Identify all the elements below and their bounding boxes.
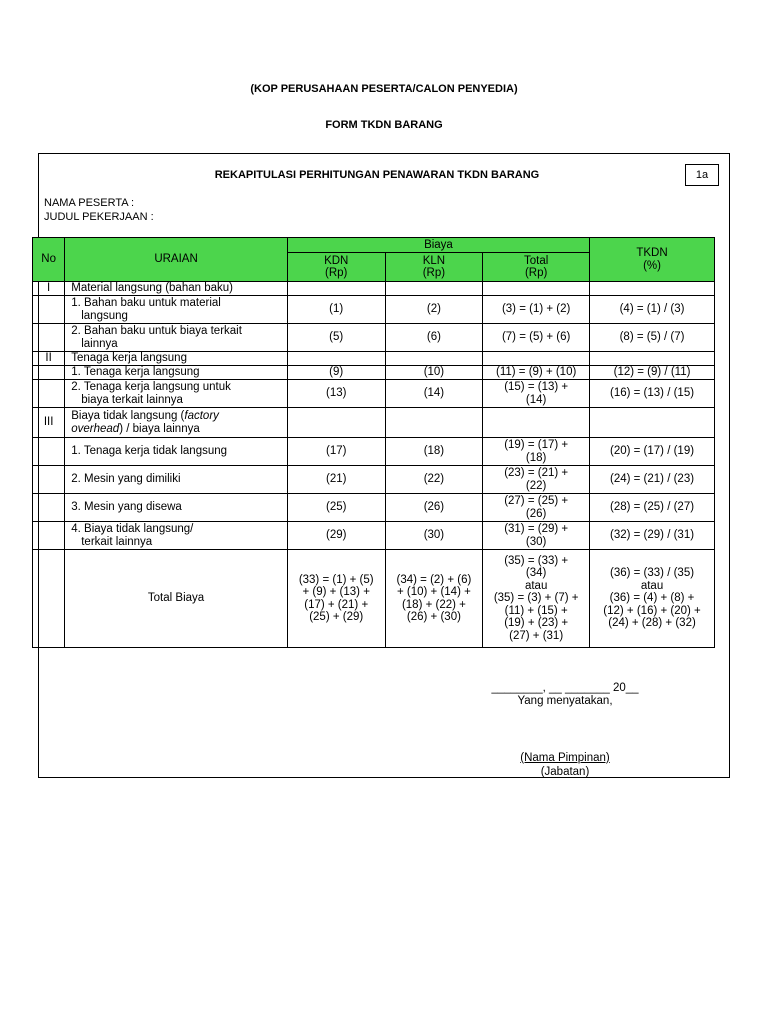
total-line: (35) = (3) + (7) + (493, 592, 579, 605)
row-label-line: 4. Biaya tidak langsung/ (71, 523, 194, 535)
cell-kdn: (21) (287, 466, 385, 494)
declaring-text: Yang menyatakan, (517, 695, 613, 707)
total-line: (36) = (33) / (35) (610, 567, 695, 580)
section-label (65, 408, 288, 438)
row-label-line: biaya terkait lainnya (81, 393, 183, 406)
section-no: III (33, 408, 65, 438)
cell-tkdn: (4) = (1) / (3) (590, 296, 715, 324)
header-total-unit: (Rp) (524, 267, 548, 279)
row-label-line: terkait lainnya (81, 535, 153, 548)
signatory-name (470, 752, 660, 764)
cell-kdn: (9) (287, 366, 385, 380)
total-line: (25) + (29) (309, 611, 364, 623)
header-uraian: URAIAN (65, 238, 288, 282)
cell-tkdn: (28) = (25) / (27) (590, 494, 715, 522)
total-tkdn (590, 550, 715, 648)
cell-total-line: (19) = (17) + (504, 439, 569, 451)
total-kdn (287, 550, 385, 648)
table-row (33, 366, 715, 380)
total-line: (35) = (33) + (504, 554, 569, 567)
cell-kdn: (1) (287, 296, 385, 324)
cell-kln: (6) (385, 324, 483, 352)
cell-total (483, 466, 590, 494)
cell-kdn: (29) (287, 522, 385, 550)
row-label: 2. Mesin yang dimiliki (65, 466, 288, 494)
section-no: II (33, 352, 65, 366)
row-label-line: lainnya (81, 337, 118, 350)
table-row (33, 522, 715, 550)
row-label: 1. Tenaga kerja langsung (65, 366, 288, 380)
row-label-line: 1. Bahan baku untuk material (71, 297, 221, 309)
letterhead: (KOP PERUSAHAAN PESERTA/CALON PENYEDIA) (250, 83, 518, 95)
cell-total-line: (22) (525, 479, 547, 492)
total-line: atau (640, 579, 664, 592)
header-tkdn (590, 238, 715, 282)
total-line: (36) = (4) + (8) + (609, 592, 695, 605)
cell-total (483, 522, 590, 550)
total-line: (12) + (16) + (20) + (603, 604, 701, 617)
total-line: (19) + (23) + (504, 617, 569, 630)
total-line: (27) + (31) (509, 629, 564, 642)
signatory-name-text: (Nama Pimpinan) (520, 752, 610, 764)
header-no: No (33, 238, 65, 282)
form-code-box: 1a (685, 164, 719, 186)
row-label-line: 2. Tenaga kerja langsung untuk (71, 381, 231, 393)
total-label: Total Biaya (65, 550, 288, 648)
table-row (33, 408, 715, 438)
cell-total (483, 494, 590, 522)
section-label-part: overhead (71, 422, 120, 435)
total-line: atau (524, 579, 548, 592)
table-row (33, 466, 715, 494)
date-line: ________, __ _______ 20__ (491, 682, 639, 694)
section-no: I (33, 282, 65, 296)
total-row (33, 550, 715, 648)
header-total (483, 253, 590, 282)
header-kln-unit: (Rp) (422, 267, 446, 279)
cell-total (483, 380, 590, 408)
row-label-line: 2. Bahan baku untuk biaya terkait (71, 325, 242, 337)
cell-total (483, 438, 590, 466)
tkdn-table (32, 237, 715, 648)
total-line: (11) + (15) + (504, 604, 568, 617)
cell-kln: (2) (385, 296, 483, 324)
total-line: (34) (525, 567, 547, 580)
cell-total: (3) = (1) + (2) (483, 296, 590, 324)
total-line: (26) + (30) (406, 611, 461, 623)
cell-total-line: (27) = (25) + (504, 495, 569, 507)
header-biaya: Biaya (287, 238, 589, 253)
cell-total-line: (23) = (21) + (504, 467, 569, 479)
total-line: + (10) + (14) + (396, 586, 471, 598)
cell-total-line: (30) (525, 535, 547, 548)
total-total (483, 550, 590, 648)
table-row (33, 380, 715, 408)
cell-kln: (22) (385, 466, 483, 494)
header-kdn (287, 253, 385, 282)
total-line: (33) = (1) + (5) (298, 573, 374, 586)
cell-kln: (26) (385, 494, 483, 522)
total-line: (24) + (28) + (32) (608, 617, 696, 630)
section-label-part: ) / biaya lainnya (119, 422, 200, 435)
cell-tkdn: (20) = (17) / (19) (590, 438, 715, 466)
section-label: Tenaga kerja langsung (65, 352, 288, 366)
cell-total-line: (14) (525, 393, 547, 406)
table-row (33, 494, 715, 522)
cell-kdn: (5) (287, 324, 385, 352)
cell-kdn: (17) (287, 438, 385, 466)
cell-tkdn: (16) = (13) / (15) (590, 380, 715, 408)
cell-kdn: (13) (287, 380, 385, 408)
row-label (65, 380, 288, 408)
cell-total-line: (18) (525, 451, 547, 464)
cell-total: (7) = (5) + (6) (483, 324, 590, 352)
cell-total-line: (31) = (29) + (504, 523, 569, 535)
header-tkdn-unit: (%) (643, 259, 661, 272)
total-line: (18) + (22) + (401, 598, 466, 611)
job-title-label: JUDUL PEKERJAAN : (44, 211, 154, 223)
cell-tkdn: (24) = (21) / (23) (590, 466, 715, 494)
total-line: + (9) + (13) + (302, 586, 370, 598)
cell-total-line: (15) = (13) + (504, 381, 569, 393)
cell-kdn: (25) (287, 494, 385, 522)
total-line: (17) + (21) + (304, 598, 369, 611)
header-kln (385, 253, 483, 282)
cell-total-line: (26) (525, 507, 547, 520)
cell-tkdn: (8) = (5) / (7) (590, 324, 715, 352)
row-label: 3. Mesin yang disewa (65, 494, 288, 522)
total-kln (385, 550, 483, 648)
row-label-line: langsung (81, 309, 128, 322)
header-tkdn-label: TKDN (636, 247, 668, 259)
header-kln-label: KLN (422, 254, 446, 267)
form-title: FORM TKDN BARANG (325, 119, 443, 131)
cell-kln: (18) (385, 438, 483, 466)
cell-total: (11) = (9) + (10) (483, 366, 590, 380)
table-row (33, 324, 715, 352)
header-total-label: Total (524, 254, 549, 267)
signatory-position: (Jabatan) (540, 766, 590, 778)
header-kdn-unit: (Rp) (325, 267, 348, 279)
table-row (33, 352, 715, 366)
row-label (65, 296, 288, 324)
table-row (33, 438, 715, 466)
section-label-part: Biaya tidak langsung ( (71, 410, 185, 422)
row-label: 1. Tenaga kerja tidak langsung (65, 438, 288, 466)
cell-tkdn: (32) = (29) / (31) (590, 522, 715, 550)
cell-tkdn: (12) = (9) / (11) (590, 366, 715, 380)
table-row (33, 282, 715, 296)
participant-name-label: NAMA PESERTA : (44, 197, 135, 209)
total-line: (34) = (2) + (6) (396, 573, 472, 586)
table-row (33, 296, 715, 324)
header-kdn-label: KDN (324, 254, 349, 267)
cell-kln: (30) (385, 522, 483, 550)
recap-title: REKAPITULASI PERHITUNGAN PENAWARAN TKDN BARANG (214, 169, 540, 181)
row-label (65, 324, 288, 352)
section-label-part: factory (184, 410, 219, 422)
section-label: Material langsung (bahan baku) (65, 282, 288, 296)
cell-kln: (14) (385, 380, 483, 408)
row-label (65, 522, 288, 550)
cell-kln: (10) (385, 366, 483, 380)
